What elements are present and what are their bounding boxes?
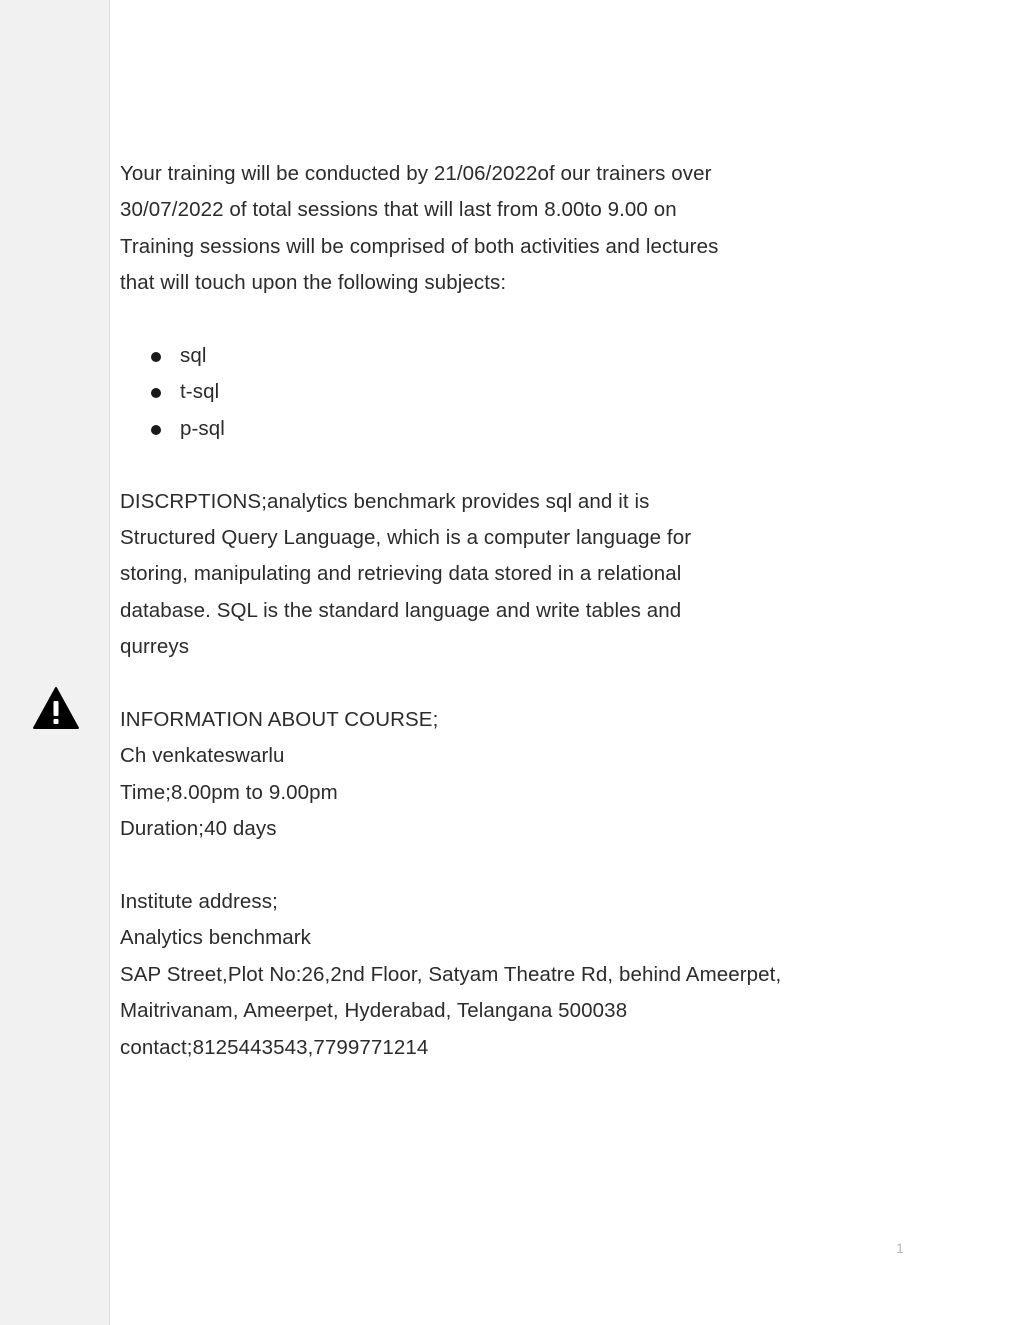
- document-body: [120, 156, 840, 1066]
- institute-address-line: SAP Street,Plot No:26,2nd Floor, Satyam Theatre Rd, behind Ameerpet,: [120, 962, 782, 986]
- intro-line: Your training will be conducted by 21/06/2022of our trainers over: [120, 162, 712, 185]
- course-info-heading: INFORMATION ABOUT COURSE;: [120, 708, 439, 732]
- intro-paragraph: [120, 156, 840, 302]
- list-item: [120, 411, 840, 447]
- institute-name: Analytics benchmark: [120, 926, 312, 950]
- bullet-icon: [151, 388, 161, 398]
- description-line: database. SQL is the standard language and write tables and: [120, 598, 682, 622]
- course-time: Time;8.00pm to 9.00pm: [120, 780, 338, 804]
- description-line: Structured Query Language, which is a computer language for: [120, 526, 692, 550]
- list-item: [120, 338, 840, 374]
- institute-contact: contact;8125443543,7799771214: [120, 1035, 429, 1059]
- spacer: [120, 447, 840, 483]
- intro-line: 30/07/2022 of total sessions that will last from 8.00to 9.00 on: [120, 198, 677, 222]
- left-margin-panel: [0, 0, 110, 1325]
- intro-line: Training sessions will be comprised of both activities and lectures: [120, 234, 719, 258]
- warning-icon[interactable]: [32, 686, 80, 730]
- intro-line: that will touch upon the following subjects:: [120, 271, 507, 295]
- subject-label: sql: [180, 344, 207, 368]
- institute-section: [120, 884, 840, 1066]
- spacer: [120, 848, 840, 884]
- subjects-list: [120, 338, 840, 447]
- trainer-name: Ch venkateswarlu: [120, 744, 285, 768]
- subject-label: t-sql: [180, 380, 220, 404]
- bullet-icon: [151, 352, 161, 362]
- institute-address-line: Maitrivanam, Ameerpet, Hyderabad, Telangana 500038: [120, 999, 628, 1023]
- bullet-icon: [151, 425, 161, 435]
- page-number: 1: [896, 1240, 904, 1256]
- spacer: [120, 666, 840, 702]
- description-paragraph: [120, 484, 840, 666]
- course-info-section: [120, 702, 840, 848]
- course-duration: Duration;40 days: [120, 817, 277, 841]
- description-line: storing, manipulating and retrieving data stored in a relational: [120, 562, 682, 586]
- subject-label: p-sql: [180, 416, 225, 440]
- list-item: [120, 374, 840, 410]
- description-line: DISCRPTIONS;analytics benchmark provides sql and it is: [120, 489, 650, 513]
- spacer: [120, 302, 840, 338]
- description-line: qurreys: [120, 635, 190, 659]
- institute-heading: Institute address;: [120, 890, 278, 914]
